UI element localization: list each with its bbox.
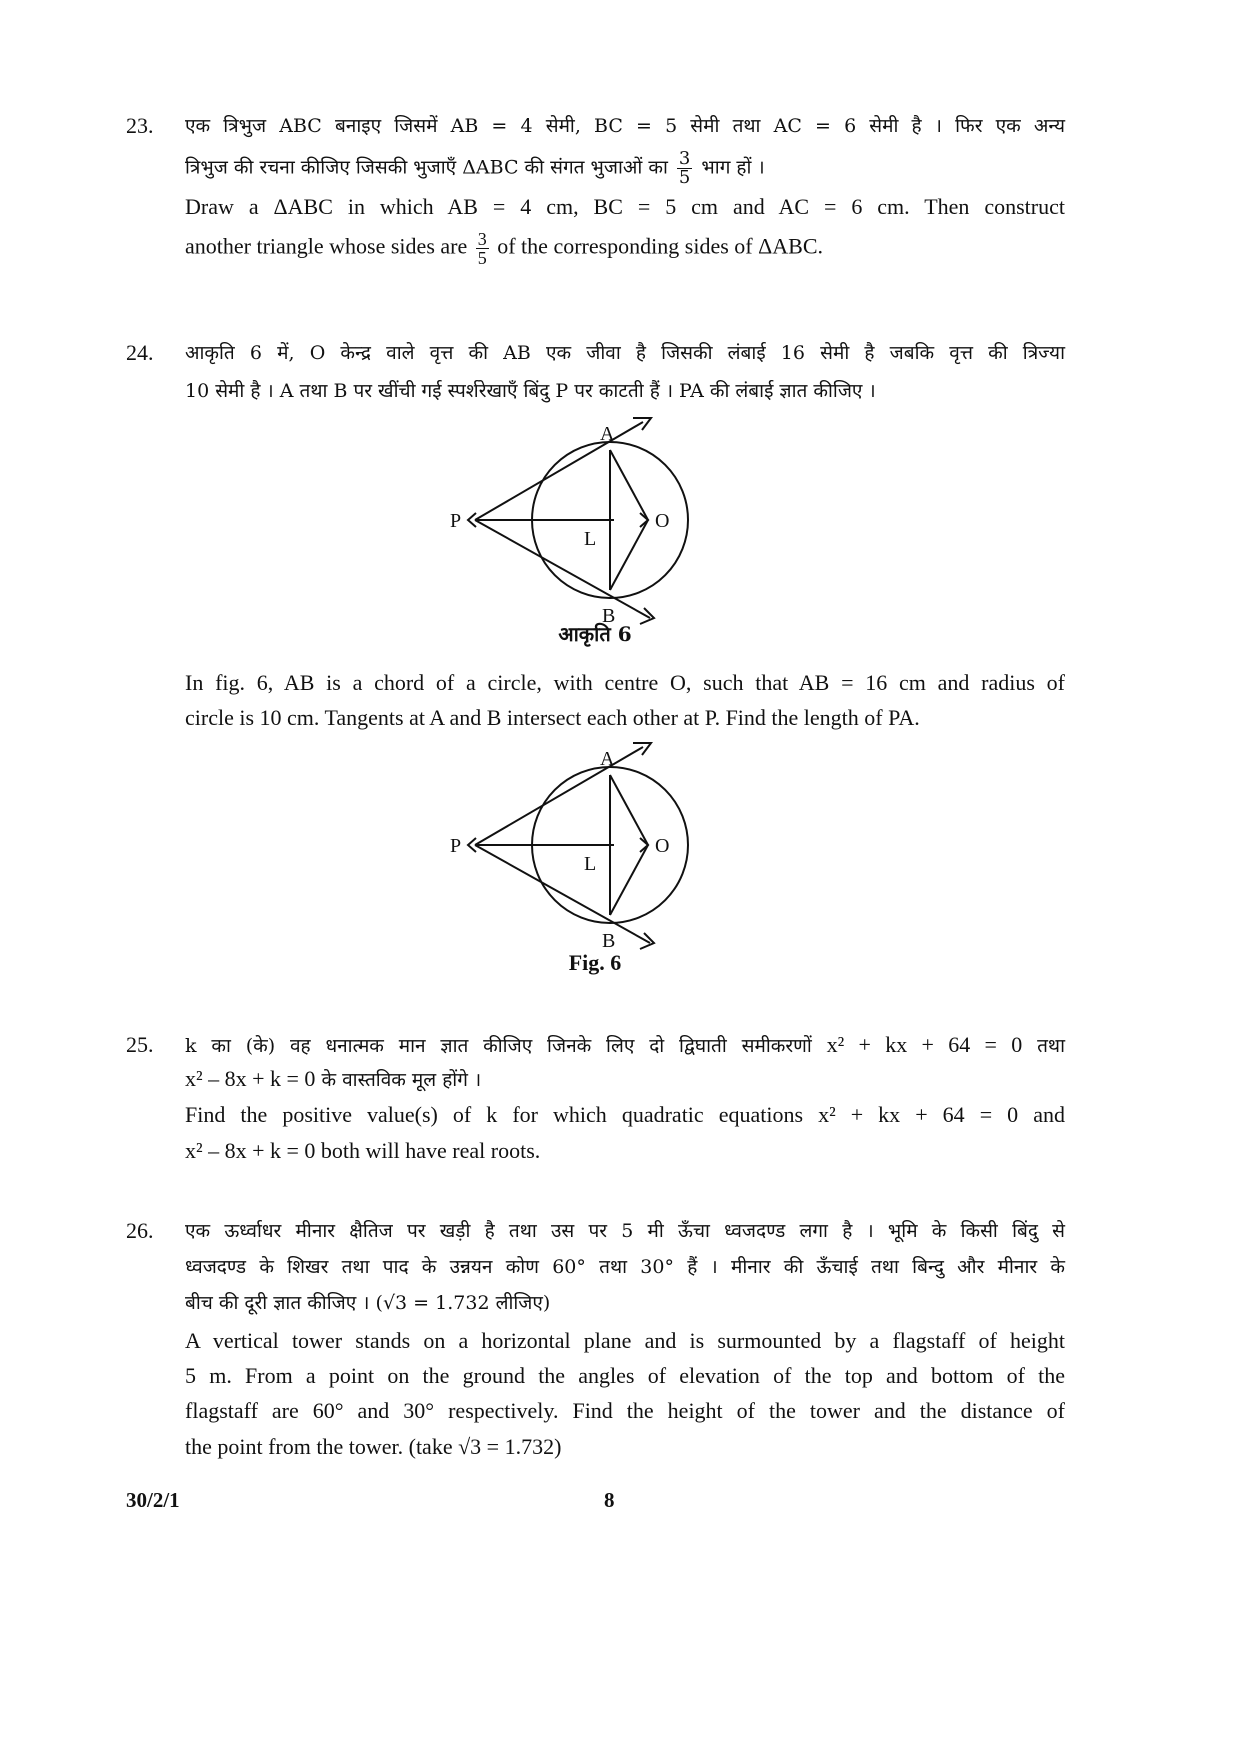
q26-english-line-4: the point from the tower. (take √3 = 1.732) [185, 1434, 562, 1459]
label-o: O [655, 510, 670, 532]
question-number: 23. [126, 113, 154, 138]
radius-oa [610, 775, 648, 845]
tangent-pa [475, 422, 643, 520]
paper-code: 30/2/1 [126, 1488, 180, 1512]
q23-hindi-line-2 [185, 150, 1065, 187]
equation-1: x² + kx + 64 = 0 [826, 1032, 1023, 1057]
label-o: O [655, 835, 670, 857]
fraction [476, 230, 489, 267]
arrow-head-a [633, 418, 651, 430]
q25-hindi-conj: तथा [1037, 1035, 1065, 1057]
q25-hindi-text-end: के वास्तविक मूल होंगे । [321, 1069, 482, 1091]
fraction-denominator: 5 [678, 167, 691, 188]
point-o-mark [640, 513, 648, 527]
label-a: A [600, 748, 615, 770]
q25-hindi-line-1 [185, 1032, 1065, 1059]
fraction-numerator: 3 [678, 148, 691, 169]
q26-english-line-2: 5 m. From a point on the ground the angles of elevation of the top and bottom of the [185, 1363, 1065, 1388]
q25-english-line-2 [185, 1138, 1065, 1164]
figure-6-english [440, 735, 740, 950]
radius-oa [610, 450, 648, 520]
q25-english-text: Find the positive value(s) of k for which quadratic equations [185, 1102, 804, 1127]
question-number: 24. [126, 340, 154, 365]
q26-hindi-line-3: बीच की दूरी ज्ञात कीजिए । (√3 = 1.732 लीजिए) [185, 1292, 551, 1314]
q23-english-text-end: of the corresponding sides of ΔABC. [497, 233, 824, 259]
equation-2: x² – 8x + k = 0 [185, 1066, 316, 1091]
equation-1: x² + kx + 64 = 0 [818, 1102, 1019, 1127]
q23-english-line-2 [185, 230, 1065, 267]
q25-english-text-end: both will have real roots. [320, 1138, 541, 1163]
arrow-head-a [633, 743, 651, 755]
page-number: 8 [604, 1488, 615, 1512]
label-l: L [584, 528, 597, 550]
q23-hindi-text: त्रिभुज की रचना कीजिए जिसकी भुजाएँ ΔABC की संगत भुजाओं का [185, 156, 668, 179]
label-b: B [602, 605, 616, 625]
figure-caption-english: Fig. 6 [568, 950, 622, 975]
q25-english-line-1 [185, 1102, 1065, 1128]
point-p-mark [468, 513, 476, 527]
fraction-denominator: 5 [477, 248, 487, 268]
question-number: 26. [126, 1218, 154, 1243]
q26-english-line-1: A vertical tower stands on a horizontal plane and is surmounted by a flagstaff of height [185, 1328, 1065, 1353]
q26-hindi-line-2: ध्वजदण्ड के शिखर तथा पाद के उन्नयन कोण 60° तथा 30° हैं । मीनार की ऊँचाई तथा बिन्दु और मीनार के [185, 1256, 1065, 1278]
fraction [677, 150, 692, 187]
label-l: L [584, 853, 597, 875]
q23-hindi-line-1: एक त्रिभुज ABC बनाइए जिसमें AB = 4 सेमी, BC = 5 सेमी तथा AC = 6 सेमी है । फिर एक अन्य [185, 115, 1065, 137]
point-p-mark [468, 838, 476, 852]
figure-caption-hindi: आकृति 6 [558, 622, 632, 646]
figure-6-hindi [440, 410, 740, 625]
fraction-numerator: 3 [477, 229, 487, 249]
q23-english-line-1: Draw a ΔABC in which AB = 4 cm, BC = 5 cm and AC = 6 cm. Then construct [185, 194, 1065, 219]
label-p: P [450, 835, 462, 857]
tangent-pb [475, 520, 650, 618]
tangent-pb [475, 845, 650, 943]
point-o-mark [640, 838, 648, 852]
q25-hindi-line-2 [185, 1066, 1065, 1093]
q24-english-line-1: In fig. 6, AB is a chord of a circle, with centre O, such that AB = 16 cm and radius of [185, 670, 1065, 695]
tangent-pa [475, 747, 643, 845]
q24-hindi-line-1: आकृति 6 में, O केन्द्र वाले वृत्त की AB एक जीवा है जिसकी लंबाई 16 सेमी है जबकि वृत्त की त्रिज्या [185, 342, 1065, 364]
q25-english-conj: and [1033, 1102, 1065, 1127]
radius-ob [610, 520, 648, 590]
radius-ob [610, 845, 648, 915]
question-number: 25. [126, 1032, 154, 1057]
q26-english-line-3: flagstaff are 60° and 30° respectively. Find the height of the tower and the distance of [185, 1398, 1065, 1423]
equation-2: x² – 8x + k = 0 [185, 1138, 316, 1163]
label-a: A [600, 423, 615, 445]
q25-hindi-text: k का (के) वह धनात्मक मान ज्ञात कीजिए जिनके लिए दो द्विघाती समीकरणों [185, 1035, 812, 1057]
q24-hindi-line-2: 10 सेमी है । A तथा B पर खींची गई स्पर्शरेखाएँ बिंदु P पर काटती हैं । PA की लंबाई ज्ञात कीजिए । [185, 380, 876, 402]
q23-hindi-text-end: भाग हों । [701, 156, 765, 179]
label-b: B [602, 930, 616, 950]
q24-english-line-2: circle is 10 cm. Tangents at A and B intersect each other at P. Find the length of PA. [185, 705, 920, 730]
q23-english-text: another triangle whose sides are [185, 233, 468, 259]
label-p: P [450, 510, 462, 532]
q26-hindi-line-1: एक ऊर्ध्वाधर मीनार क्षैतिज पर खड़ी है तथा उस पर 5 मी ऊँचा ध्वजदण्ड लगा है । भूमि के किसी बिंदु से [185, 1220, 1065, 1242]
